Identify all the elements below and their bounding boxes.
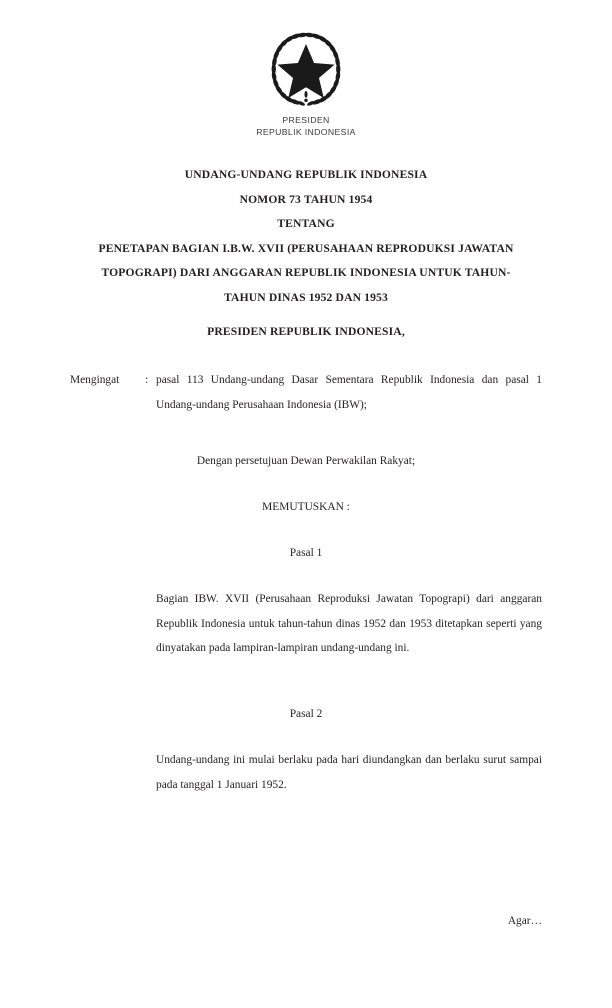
title-line-3: TENTANG <box>277 217 335 231</box>
article-body-2 <box>156 748 542 797</box>
emblem-caption-line1: PRESIDEN <box>282 115 330 125</box>
title-line-1: UNDANG-UNDANG REPUBLIK INDONESIA <box>184 168 428 181</box>
article-text-1: Bagian IBW. XVII (Perusahaan Reproduksi Jawatan Topograpi) dari anggaran Republik Indonesia untuk tahun-tahun dinas 1952 dan 1953 ditetapkan seperti yang dinyatakan pada lampiran-lampiran undang-undang ini. <box>156 593 542 655</box>
article-body-1 <box>156 587 542 661</box>
presiden-heading: PRESIDEN REPUBLIK INDONESIA, <box>207 325 405 338</box>
garuda-star-wreath-emblem-icon <box>263 26 349 112</box>
title-line-2: NOMOR 73 TAHUN 1954 <box>239 192 373 206</box>
title-line-5: TOPOGRAPI) DARI ANGGARAN REPUBLIK INDONESIA UNTUK TAHUN- <box>101 266 511 280</box>
considerans-block <box>70 368 542 417</box>
considerans-colon: : <box>145 374 149 386</box>
article-text-2: Undang-undang ini mulai berlaku pada hari diundangkan dan berlaku surut sampai pada tanggal 1 Januari 1952. <box>156 754 542 791</box>
presidential-emblem-block <box>0 26 612 138</box>
article-heading-2: Pasal 2 <box>289 708 323 720</box>
considerans-body <box>156 368 542 417</box>
emblem-caption <box>0 115 612 138</box>
emblem-caption-line2: REPUBLIK INDONESIA <box>256 126 356 137</box>
title-line-6: TAHUN DINAS 1952 DAN 1953 <box>224 290 388 304</box>
decision-heading: MEMUTUSKAN : <box>262 501 350 513</box>
continuation-note: Agar… <box>507 915 542 927</box>
document-title-block <box>56 163 556 311</box>
approval-line: Dengan persetujuan Dewan Perwakilan Rakyat; <box>196 455 416 467</box>
title-line-4: PENETAPAN BAGIAN I.B.W. XVII (PERUSAHAAN REPRODUKSI JAWATAN <box>98 241 514 255</box>
considerans-text: pasal 113 Undang-undang Dasar Sementara Republik Indonesia dan pasal 1 Undang-undang Perusahaan Indonesia (IBW); <box>156 374 542 411</box>
considerans-label: Mengingat <box>70 374 120 386</box>
article-heading-1: Pasal 1 <box>289 547 323 559</box>
